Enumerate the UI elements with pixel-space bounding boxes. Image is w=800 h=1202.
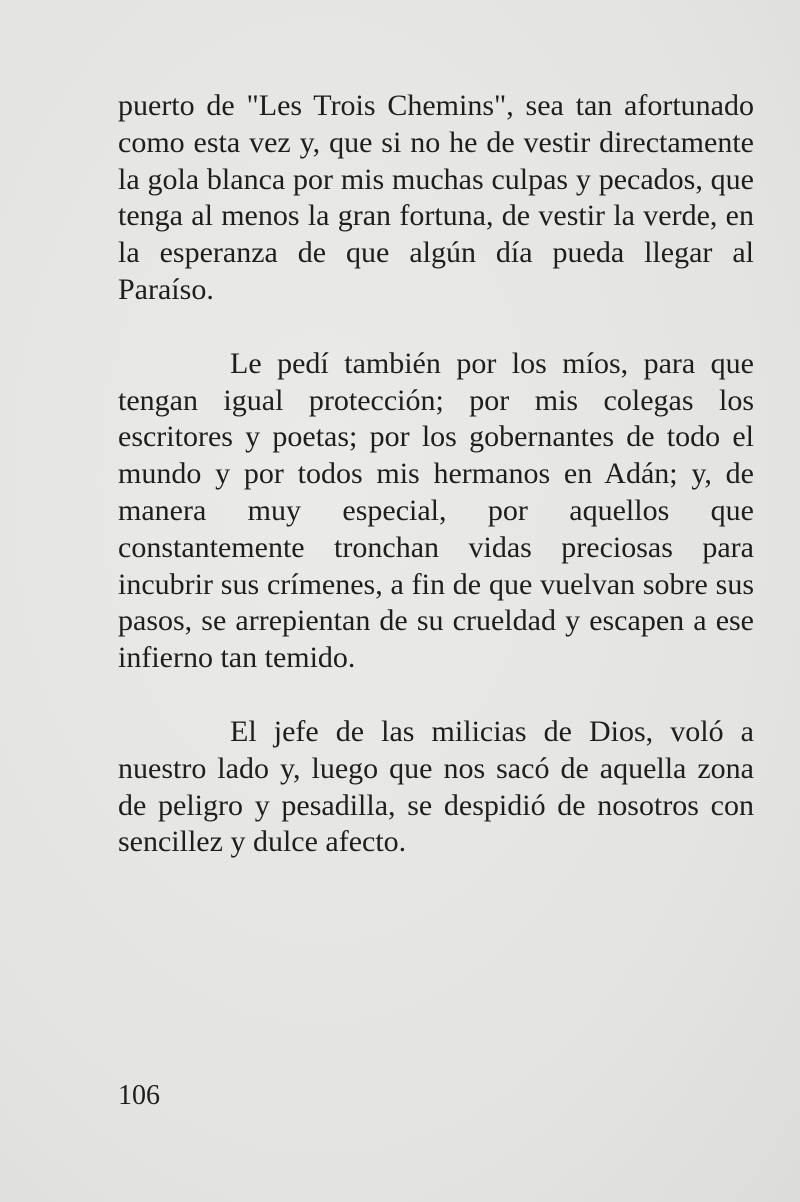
paragraph-1: puerto de "Les Trois Chemins", sea tan afortunado como esta vez y, que si no he de vestir directamente la gola blanca por mis muchas culpas y pecados, que tenga al menos la gran fortuna, de vestir la verde, en la esperanza de que algún día pueda llegar al Paraíso. (118, 89, 754, 306)
page-number: 106 (118, 1080, 160, 1111)
paragraph-3: El jefe de las milicias de Dios, voló a nuestro lado y, luego que nos sacó de aquella zona de peligro y pesadilla, se despidió de nosotros con sencillez y dulce afecto. (118, 714, 754, 859)
body-text (118, 88, 754, 861)
paragraph-2: Le pedí también por los míos, para que tengan igual protección; por mis colegas los escritores y poetas; por los gobernantes de todo el mundo y por todos mis hermanos en Adán; y, de manera muy especial, por aquellos que constantemente tronchan vidas preciosas para incubrir sus crímenes, a fin de que vuelvan sobre sus pasos, se arrepientan de su crueldad y escapen a ese infierno tan temido. (118, 346, 754, 675)
